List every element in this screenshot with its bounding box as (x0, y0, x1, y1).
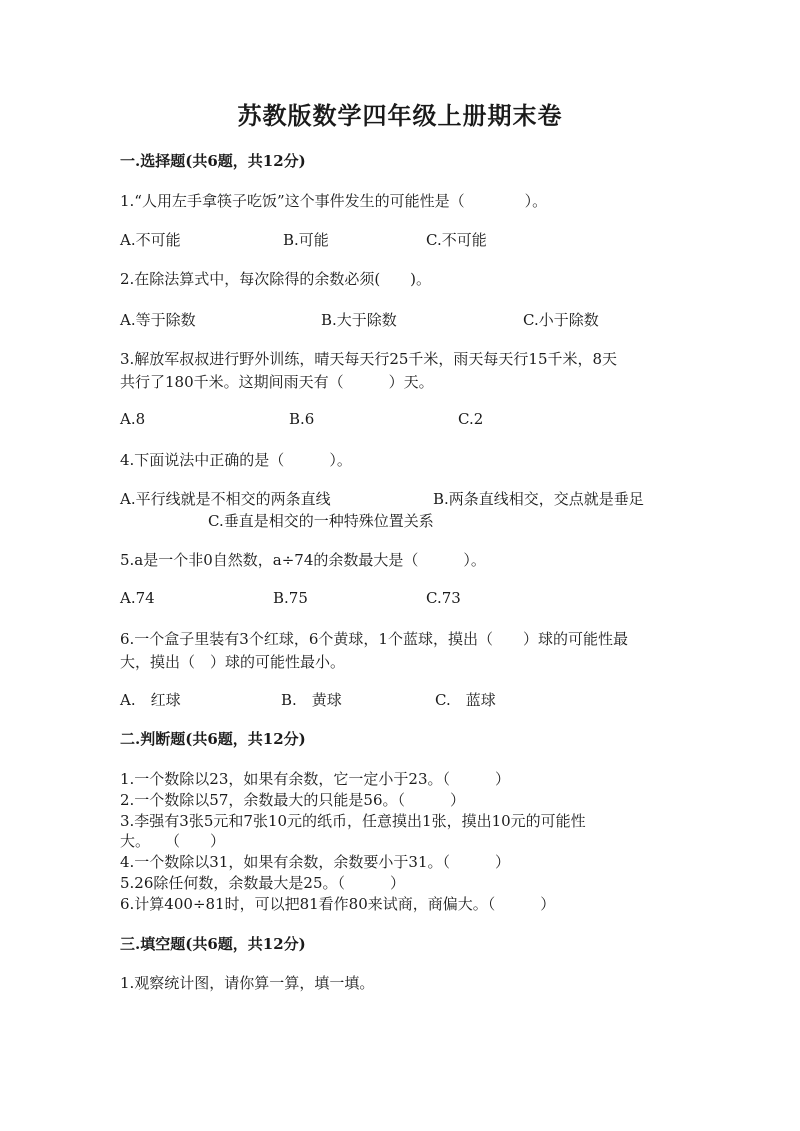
section-heading-fill-in: 三.填空题(共6题，共12分) (120, 935, 306, 953)
tf-question-1: 1.一个数除以23，如果有余数，它一定小于23。（ ） (120, 770, 510, 788)
question-3-line-2: 共行了180千米。这期间雨天有（ ）天。 (120, 373, 434, 391)
q4-option-b: B.两条直线相交，交点就是垂足 (433, 490, 644, 508)
q2-option-a: A.等于除数 (120, 311, 196, 329)
fill-question-1: 1.观察统计图，请你算一算，填一填。 (120, 974, 375, 992)
question-4: 4.下面说法中正确的是（ ）。 (120, 451, 352, 469)
q5-option-b: B.75 (273, 589, 308, 607)
tf-question-5: 5.26除任何数，余数最大是25。（ ） (120, 874, 405, 892)
q6-option-b: B. 黄球 (281, 691, 342, 709)
question-1: 1.“人用左手拿筷子吃饭”这个事件发生的可能性是（ ）。 (120, 192, 548, 210)
question-5: 5.a是一个非0自然数，a÷74的余数最大是（ ）。 (120, 551, 486, 569)
question-6-line-1: 6.一个盒子里装有3个红球，6个黄球，1个蓝球，摸出（ ）球的可能性最 (120, 630, 628, 648)
q3-option-a: A.8 (120, 410, 146, 428)
q2-option-c: C.小于除数 (523, 311, 599, 329)
q3-option-c: C.2 (458, 410, 484, 428)
q6-option-c: C. 蓝球 (435, 691, 496, 709)
tf-question-3-line-1: 3.李强有3张5元和7张10元的纸币，任意摸出1张，摸出10元的可能性 (120, 812, 586, 830)
section-heading-choice: 一.选择题(共6题，共12分) (120, 152, 306, 170)
tf-question-2: 2.一个数除以57，余数最大的只能是56。（ ） (120, 791, 465, 809)
page-title: 苏教版数学四年级上册期末卷 (237, 101, 563, 130)
question-3-line-1: 3.解放军叔叔进行野外训练，晴天每天行25千米，雨天每天行15千米，8天 (120, 350, 618, 368)
question-2: 2.在除法算式中，每次除得的余数必须( )。 (120, 270, 432, 288)
tf-question-6: 6.计算400÷81时，可以把81看作80来试商，商偏大。（ ） (120, 895, 556, 913)
tf-question-4: 4.一个数除以31，如果有余数，余数要小于31。（ ） (120, 853, 510, 871)
q3-option-b: B.6 (289, 410, 315, 428)
tf-question-3-line-2: 大。 （ ） (120, 832, 226, 850)
q5-option-c: C.73 (426, 589, 461, 607)
question-6-line-2: 大，摸出（ ）球的可能性最小。 (120, 653, 346, 671)
section-heading-true-false: 二.判断题(共6题，共12分) (120, 730, 306, 748)
q4-option-a: A.平行线就是不相交的两条直线 (120, 490, 331, 508)
q1-option-c: C.不可能 (426, 231, 487, 249)
q4-option-c: C.垂直是相交的一种特殊位置关系 (208, 512, 434, 530)
q1-option-b: B.可能 (283, 231, 329, 249)
q5-option-a: A.74 (120, 589, 155, 607)
q1-option-a: A.不可能 (120, 231, 181, 249)
q2-option-b: B.大于除数 (321, 311, 397, 329)
q6-option-a: A. 红球 (120, 691, 181, 709)
